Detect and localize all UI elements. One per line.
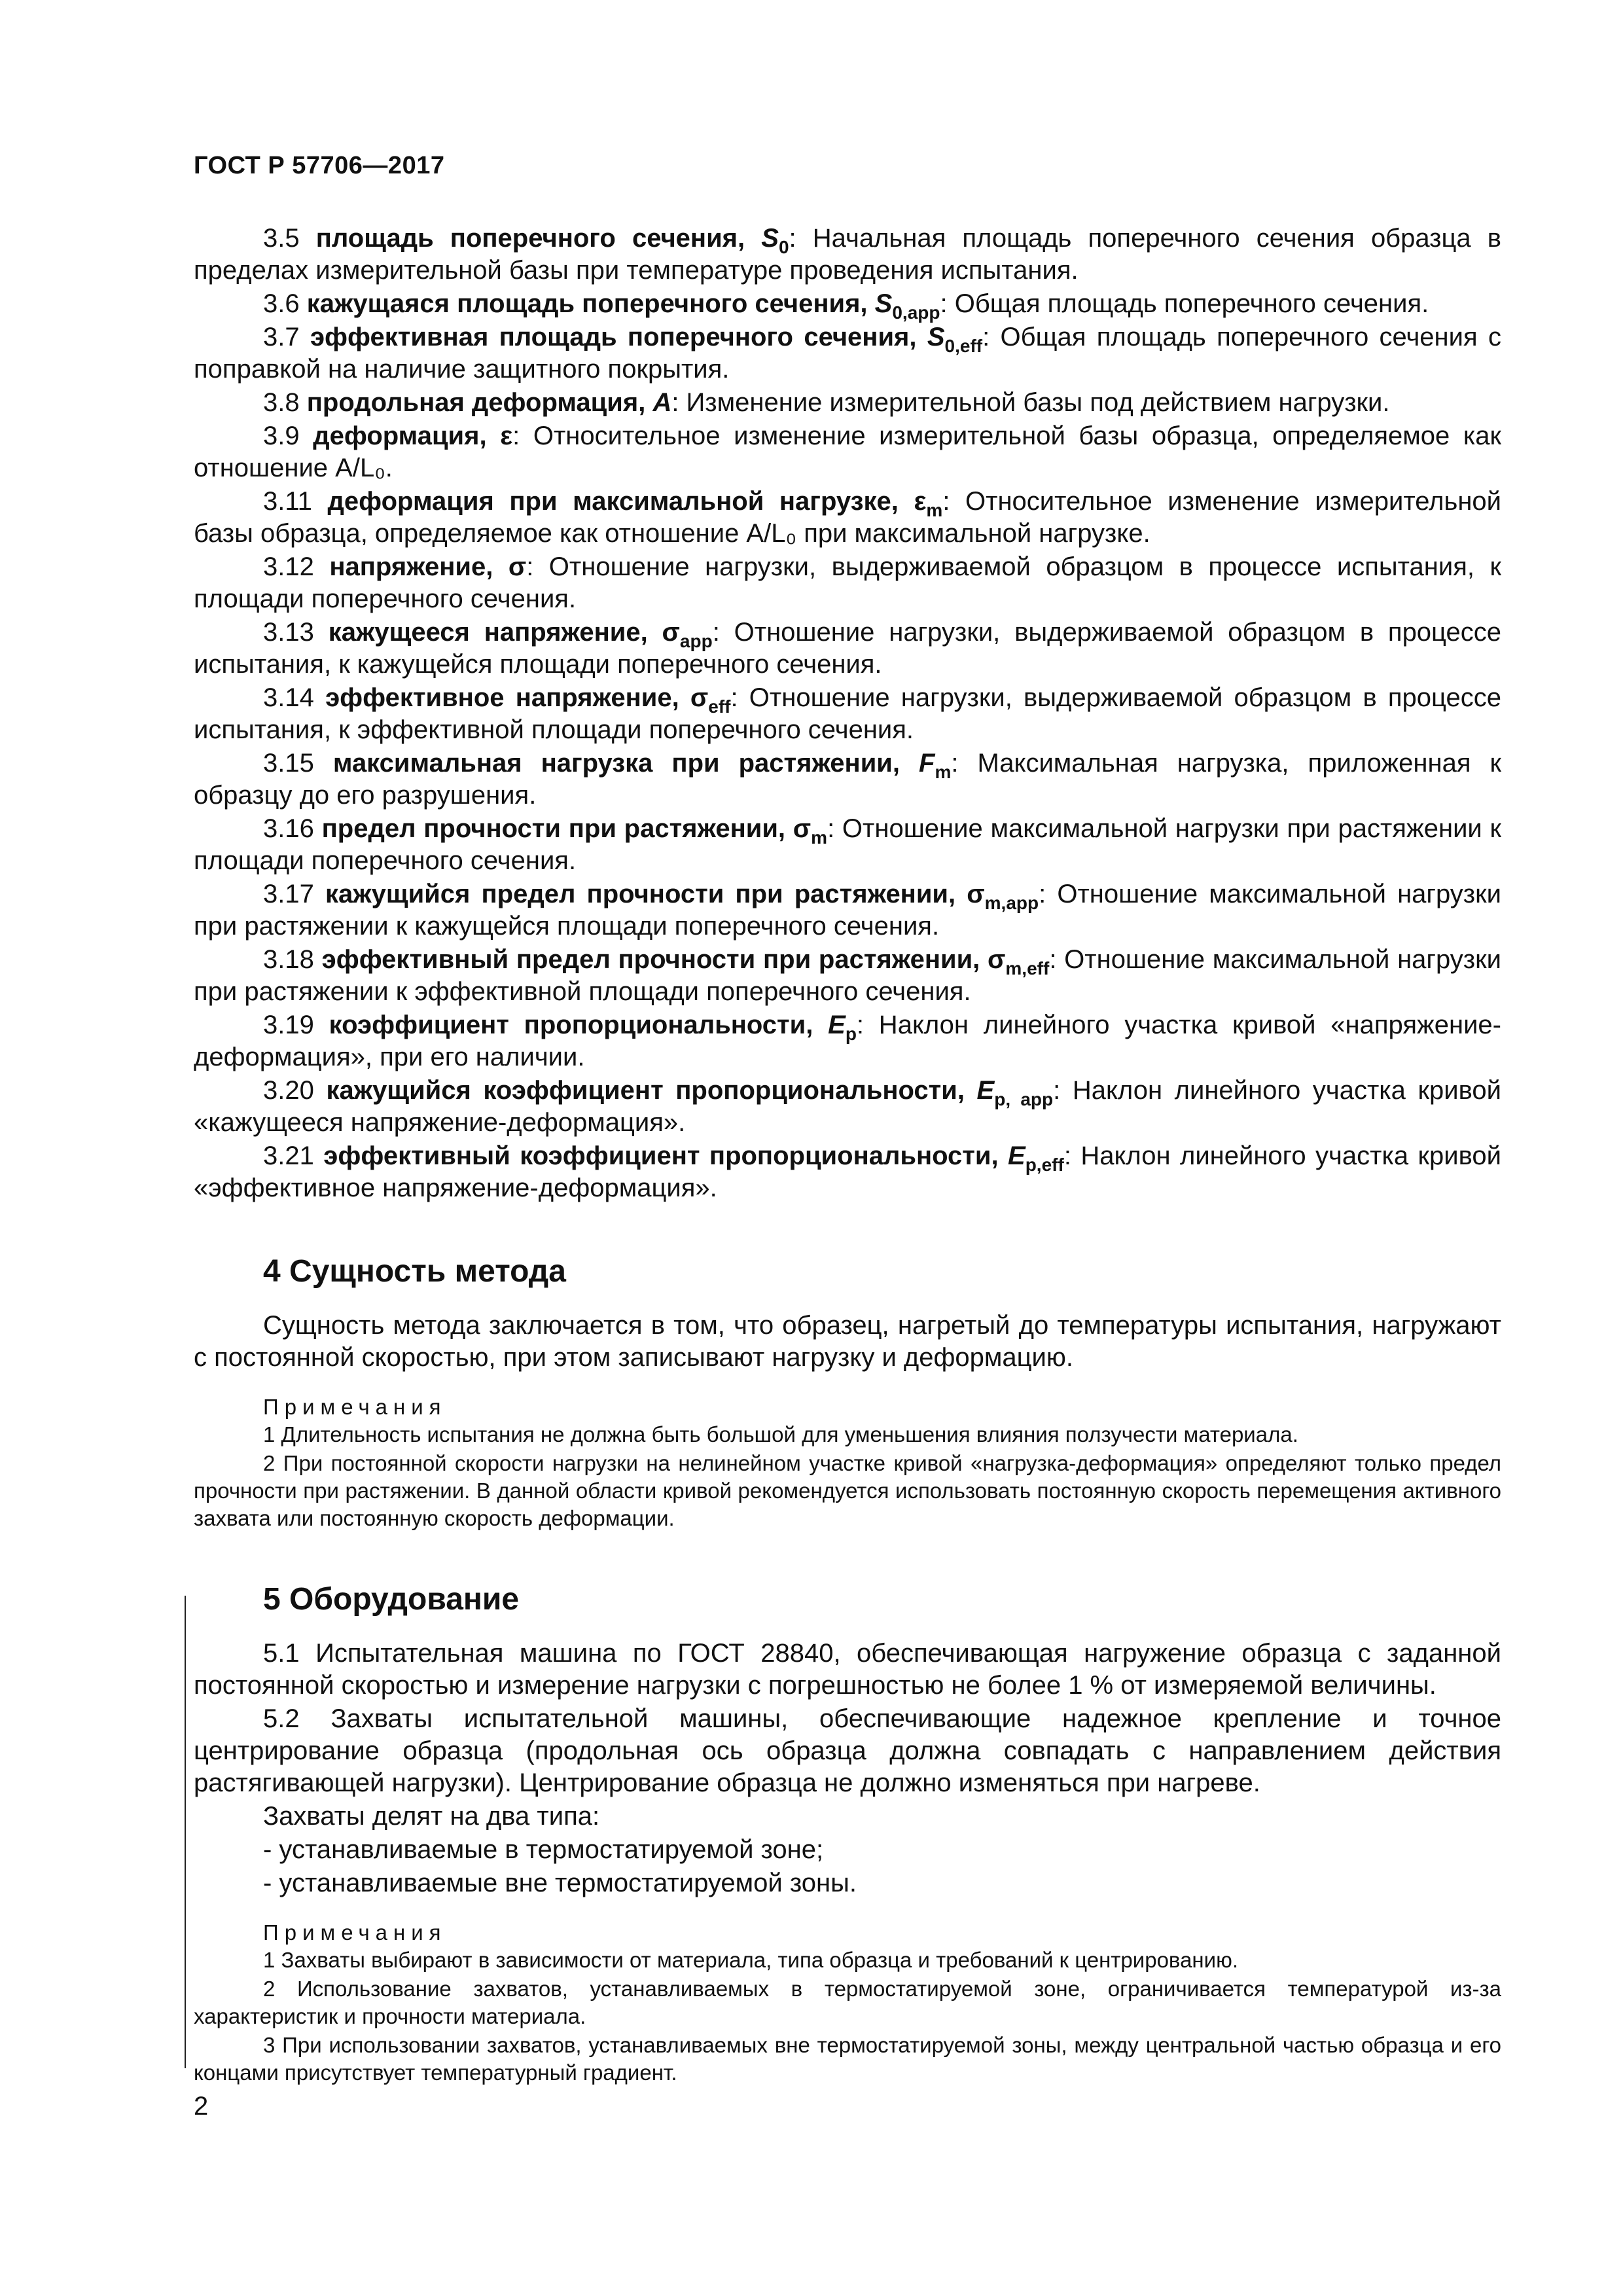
definition-symbol: ε bbox=[500, 422, 513, 450]
definition-symbol: σ bbox=[508, 552, 527, 581]
definition-symbol: A bbox=[652, 388, 672, 417]
definition-term: напряжение, bbox=[329, 552, 508, 581]
definition-term: эффективный коэффициент пропорциональности, bbox=[323, 1141, 1008, 1170]
definition-number: 3.17 bbox=[263, 880, 314, 908]
definition-symbol-subscript: 0,eff bbox=[944, 335, 983, 356]
section-5-notes-title: Примечания bbox=[263, 1920, 447, 1945]
definition-text: : Наклон линейного участка кривой «кажущееся напряжение-деформация». bbox=[194, 1076, 1501, 1137]
definition-term: кажущееся напряжение, bbox=[328, 618, 662, 647]
definition-symbol-subscript: m,eff bbox=[1005, 958, 1050, 978]
definition-text: : Начальная площадь поперечного сечения образца в пределах измерительной базы при температуре проведения испытания. bbox=[194, 224, 1501, 285]
definition-text: : Отношение максимальной нагрузки при растяжении к эффективной площади поперечного сечения. bbox=[194, 945, 1501, 1006]
section-5-list-item-1: - устанавливаемые в термостатируемой зоне; bbox=[263, 1835, 824, 1864]
section-5-paragraph-2: 5.2 Захваты испытательной машины, обеспечивающие надежное крепление и точное центрирование образца (продольная ось образца должна совпадать с направлением действия растягивающей нагрузки). Центрирование образца не должно изменяться при нагреве. bbox=[194, 1704, 1501, 1797]
definition-symbol: F bbox=[919, 749, 935, 778]
section-4-note-1: 1 Длительность испытания не должна быть большой для уменьшения влияния ползучести материала. bbox=[263, 1422, 1298, 1446]
definition-term: предел прочности при растяжении, bbox=[321, 814, 793, 843]
definition-symbol: σ bbox=[662, 618, 680, 647]
definition-number: 3.11 bbox=[263, 487, 312, 516]
definition-term: кажущаяся площадь поперечного сечения, bbox=[306, 289, 875, 318]
definition-symbol: S bbox=[874, 289, 893, 318]
section-5-paragraph-3: Захваты делят на два типа: bbox=[263, 1802, 600, 1831]
definition-term: деформация при максимальной нагрузке, bbox=[327, 487, 914, 516]
definition-term: деформация, bbox=[313, 422, 501, 450]
section-4-note-2: 2 При постоянной скорости нагрузки на нелинейном участке кривой «нагрузка-деформация» определяют только предел прочности при растяжении. В данной области кривой рекомендуется использовать постоянную скорость перемещения активного захвата или постоянную скорость деформации. bbox=[194, 1451, 1501, 1530]
definition-symbol-subscript: app bbox=[679, 630, 713, 651]
definition-text: : Относительное изменение измерительной базы образца, определяемое как отношение A/L₀ при максимальной нагрузке. bbox=[194, 487, 1502, 548]
definition-term: коэффициент пропорциональности, bbox=[329, 1011, 829, 1039]
definition-number: 3.19 bbox=[263, 1011, 314, 1039]
definition-item bbox=[194, 387, 1501, 419]
section-5-title: 5 Оборудование bbox=[263, 1582, 520, 1617]
definition-number: 3.5 bbox=[263, 224, 300, 253]
change-bar bbox=[185, 1596, 186, 2068]
definition-term: эффективный предел прочности при растяжении, bbox=[321, 945, 988, 974]
definition-item bbox=[194, 878, 1501, 942]
definition-text: : Наклон линейного участка кривой «напряжение-деформация», при его наличии. bbox=[194, 1011, 1501, 1071]
definition-item bbox=[194, 321, 1501, 386]
definition-item bbox=[194, 420, 1501, 484]
definition-number: 3.20 bbox=[263, 1076, 314, 1105]
definition-symbol: E bbox=[976, 1076, 995, 1105]
definition-text: : Отношение максимальной нагрузки при растяжении к кажущейся площади поперечного сечения. bbox=[194, 880, 1501, 941]
definition-symbol-subscript: m,app bbox=[984, 892, 1039, 913]
definition-item bbox=[194, 944, 1501, 1008]
definition-number: 3.13 bbox=[263, 618, 314, 647]
definition-symbol-subscript: p bbox=[845, 1023, 857, 1044]
definition-symbol: σ bbox=[690, 683, 709, 712]
definition-symbol-subscript: 0,app bbox=[892, 302, 940, 323]
definition-symbol-subscript: m bbox=[811, 827, 828, 848]
definition-text: : Изменение измерительной базы под действием нагрузки. bbox=[671, 388, 1390, 417]
definition-text: : Отношение нагрузки, выдерживаемой образцом в процессе испытания, к кажущейся площади поперечного сечения. bbox=[194, 618, 1502, 679]
section-4-title: 4 Сущность метода bbox=[263, 1254, 566, 1289]
definition-number: 3.7 bbox=[263, 323, 300, 351]
definition-number: 3.8 bbox=[263, 388, 300, 417]
definition-term: площадь поперечного сечения, bbox=[315, 224, 762, 253]
definition-item bbox=[194, 747, 1501, 812]
document-header: ГОСТ Р 57706—2017 bbox=[194, 152, 445, 179]
definition-text: : Отношение нагрузки, выдерживаемой образцом в процессе испытания, к эффективной площади поперечного сечения. bbox=[194, 683, 1501, 744]
definition-symbol: ε bbox=[914, 487, 927, 516]
definition-symbol-subscript: eff bbox=[708, 696, 731, 717]
definition-term: максимальная нагрузка при растяжении, bbox=[332, 749, 919, 778]
page-number: 2 bbox=[194, 2092, 209, 2121]
definition-symbol-subscript: p, app bbox=[994, 1088, 1054, 1109]
definition-text: : Отношение нагрузки, выдерживаемой образцом в процессе испытания, к площади поперечного сечения. bbox=[194, 552, 1501, 613]
definition-text: : Отношение максимальной нагрузки при растяжении к площади поперечного сечения. bbox=[194, 814, 1501, 875]
definition-text: : Наклон линейного участка кривой «эффективное напряжение-деформация». bbox=[194, 1141, 1501, 1202]
definition-number: 3.21 bbox=[263, 1141, 314, 1170]
definition-item bbox=[194, 813, 1501, 877]
definition-symbol: σ bbox=[988, 945, 1006, 974]
definition-symbol-subscript: m bbox=[935, 761, 952, 782]
definition-number: 3.9 bbox=[263, 422, 300, 450]
definition-text: : Общая площадь поперечного сечения. bbox=[940, 289, 1429, 318]
definition-number: 3.15 bbox=[263, 749, 314, 778]
definition-item bbox=[194, 1140, 1501, 1204]
section-4-paragraph: Сущность метода заключается в том, что образец, нагретый до температуры испытания, нагружают с постоянной скоростью, при этом записывают нагрузку и деформацию. bbox=[194, 1311, 1501, 1372]
definition-item bbox=[194, 1009, 1501, 1073]
definition-symbol-subscript: m bbox=[926, 499, 943, 520]
definition-term: продольная деформация, bbox=[306, 388, 653, 417]
section-5-paragraph-1: 5.1 Испытательная машина по ГОСТ 28840, обеспечивающая нагружение образца с заданной постоянной скоростью и измерение нагрузки с погрешностью не более 1 % от измеряемой величины. bbox=[194, 1639, 1501, 1700]
definition-symbol: S bbox=[927, 323, 945, 351]
definition-symbol-subscript: 0 bbox=[778, 236, 789, 257]
definition-symbol: σ bbox=[967, 880, 985, 908]
definition-term: эффективная площадь поперечного сечения, bbox=[310, 323, 927, 351]
definition-term: кажущийся предел прочности при растяжении, bbox=[325, 880, 967, 908]
definition-term: кажущийся коэффициент пропорциональности, bbox=[326, 1076, 977, 1105]
definition-item bbox=[194, 682, 1501, 746]
section-5-note-2: 2 Использование захватов, устанавливаемых в термостатируемой зоне, ограничивается температурой из-за характеристик и прочности материала. bbox=[194, 1977, 1501, 2028]
definition-number: 3.6 bbox=[263, 289, 300, 318]
definition-text: : Общая площадь поперечного сечения с поправкой на наличие защитного покрытия. bbox=[194, 323, 1501, 384]
definition-symbol: E bbox=[828, 1011, 846, 1039]
section-5-note-3: 3 При использовании захватов, устанавливаемых вне термостатируемой зоны, между центральной частью образца и его концами присутствует температурный градиент. bbox=[194, 2033, 1501, 2085]
definition-number: 3.16 bbox=[263, 814, 314, 843]
document-body bbox=[194, 223, 1501, 2088]
definition-symbol: σ bbox=[793, 814, 812, 843]
definition-item bbox=[194, 617, 1501, 681]
definition-item bbox=[194, 1075, 1501, 1139]
definition-term: эффективное напряжение, bbox=[325, 683, 690, 712]
section-5-list-item-2: - устанавливаемые вне термостатируемой зоны. bbox=[263, 1869, 857, 1897]
definition-symbol-subscript: p,eff bbox=[1025, 1154, 1064, 1175]
definition-item bbox=[194, 486, 1501, 550]
definition-symbol: S bbox=[761, 224, 779, 253]
definition-number: 3.18 bbox=[263, 945, 314, 974]
definition-text: : Максимальная нагрузка, приложенная к образцу до его разрушения. bbox=[194, 749, 1501, 810]
definition-number: 3.14 bbox=[263, 683, 314, 712]
definition-item bbox=[194, 551, 1501, 615]
section-5-note-1: 1 Захваты выбирают в зависимости от материала, типа образца и требований к центрированию. bbox=[263, 1948, 1239, 1972]
definition-text: : Относительное изменение измерительной базы образца, определяемое как отношение A/L₀. bbox=[194, 422, 1501, 482]
definition-number: 3.12 bbox=[263, 552, 314, 581]
definition-item bbox=[194, 288, 1501, 323]
definitions-list bbox=[194, 223, 1501, 1204]
definition-item bbox=[194, 223, 1501, 287]
section-4-notes-title: Примечания bbox=[263, 1395, 447, 1419]
definition-symbol: E bbox=[1008, 1141, 1026, 1170]
